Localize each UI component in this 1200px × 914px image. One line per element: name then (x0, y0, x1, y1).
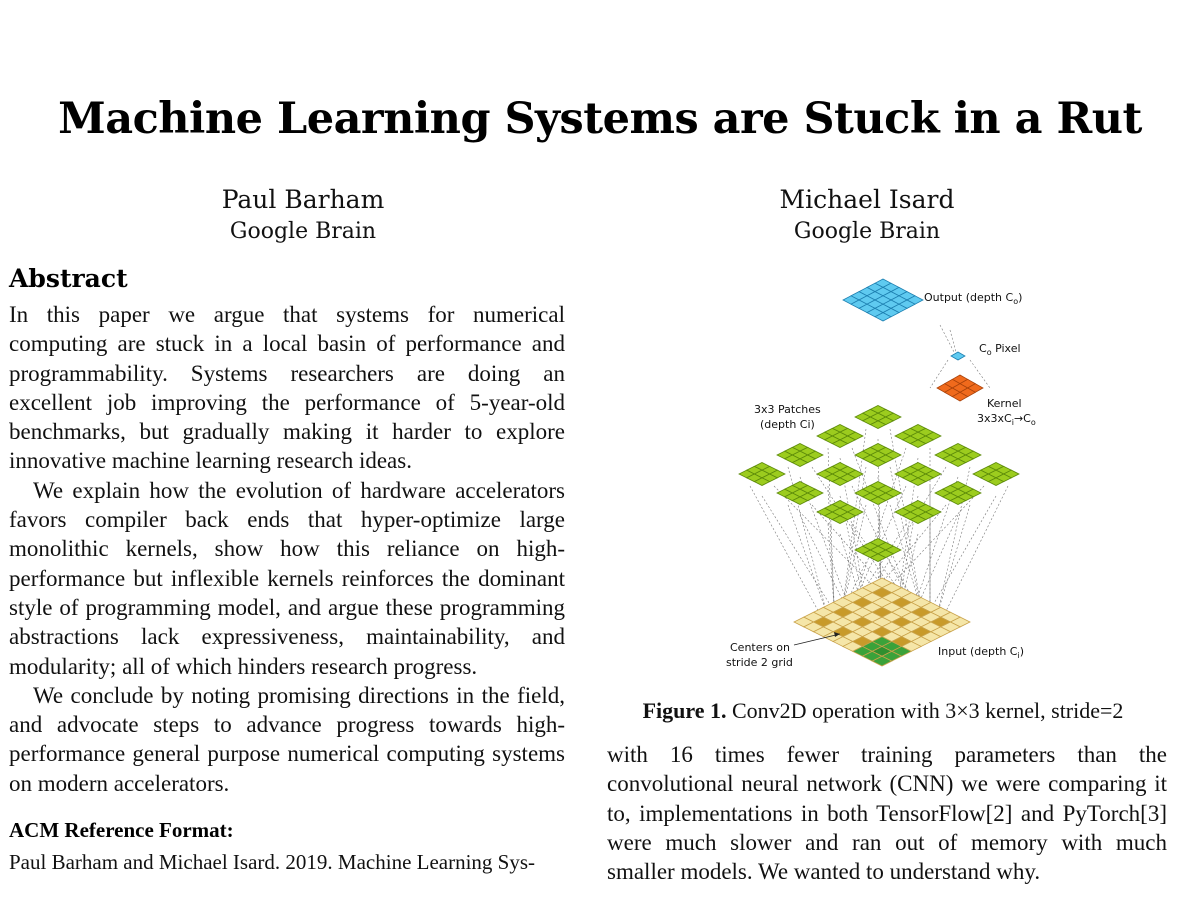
paper-title: Machine Learning Systems are Stuck in a Rut (58, 94, 1142, 144)
acm-reference-text: Paul Barham and Michael Isard. 2019. Machine Learning Sys- (9, 850, 536, 875)
output-grid (843, 279, 923, 321)
acm-reference-heading: ACM Reference Format: (9, 818, 234, 843)
kernel-label: Kernel (987, 397, 1022, 410)
right-column-paragraph: with 16 times fewer training parameters than the convolutional neural network (CNN) we were comparing it to, implementations in both TensorFlow[2] and PyTorch[3] were much slower and ran out of memory with much smaller models. We wanted to understand why. (607, 742, 1167, 885)
patch-grid (777, 444, 823, 467)
abstract-paragraph-3: We conclude by noting promising directions in the field, and advocate steps to advance progress towards high-performance general purpose numerical computing systems on modern accelerators. (9, 682, 565, 796)
abstract-heading: Abstract (9, 264, 128, 293)
patch-grid (895, 463, 941, 486)
patch-grid (817, 425, 863, 448)
patch-grid (855, 482, 901, 505)
author-2 (687, 183, 1047, 247)
patch-grid (855, 406, 901, 429)
abstract-paragraph-1: In this paper we argue that systems for numerical computing are stuck in a local basin of performance and programmability. Systems researchers are doing an excellent job improving the performance of 5-year-old benchmarks, but gradually making it harder to explore innovative machine learning research ideas. (9, 302, 565, 474)
figure-1 (700, 270, 1070, 680)
centers-label: Centers on (730, 641, 790, 654)
figure-caption-text: Conv2D operation with 3×3 kernel, stride=2 (732, 698, 1124, 723)
patch-grid (817, 501, 863, 524)
figure-caption (590, 698, 1176, 724)
patch-grid (895, 425, 941, 448)
patch-grid (935, 482, 981, 505)
input-label: Input (depth $C_i$) (938, 645, 1024, 660)
abstract-paragraph-2: We explain how the evolution of hardware accelerators favors compiler back ends that hyper-optimize large monolithic kernels, show how this reliance on high-performance but inflexible kernels reinforces the dominant style of programming model, and argue these programming abstractions lack expressiveness, maintainability, and modularity; all of which hinders research progress. (9, 477, 565, 679)
output-label: Output (depth $C_o$) (924, 291, 1023, 306)
author-name: Paul Barham (221, 185, 385, 214)
author-affiliation: Google Brain (229, 219, 377, 244)
patches-depth-label: (depth Ci) (760, 418, 815, 431)
patch-grid (739, 463, 785, 486)
patch-grid (855, 444, 901, 467)
kernel-dims-label: $3x3xC_i\to C_o$ (977, 412, 1036, 427)
author-name: Michael Isard (779, 185, 955, 214)
author-affiliation: Google Brain (793, 219, 941, 244)
co-pixel-label: $C_o$ Pixel (979, 342, 1021, 357)
patch-grid (817, 463, 863, 486)
kernel-grid (937, 375, 983, 401)
patch-grid (777, 482, 823, 505)
patch-grid (973, 463, 1019, 486)
patch-grid (935, 444, 981, 467)
figure-caption-label: Figure 1. (642, 698, 727, 723)
patches-label: 3x3 Patches (754, 403, 821, 416)
co-pixel-cell (951, 352, 965, 360)
centers-grid-label: stride 2 grid (726, 656, 793, 669)
right-column (607, 740, 1167, 886)
author-1 (123, 183, 483, 247)
conv2d-diagram (700, 270, 1070, 680)
patch-grid (895, 501, 941, 524)
left-column (9, 262, 565, 876)
